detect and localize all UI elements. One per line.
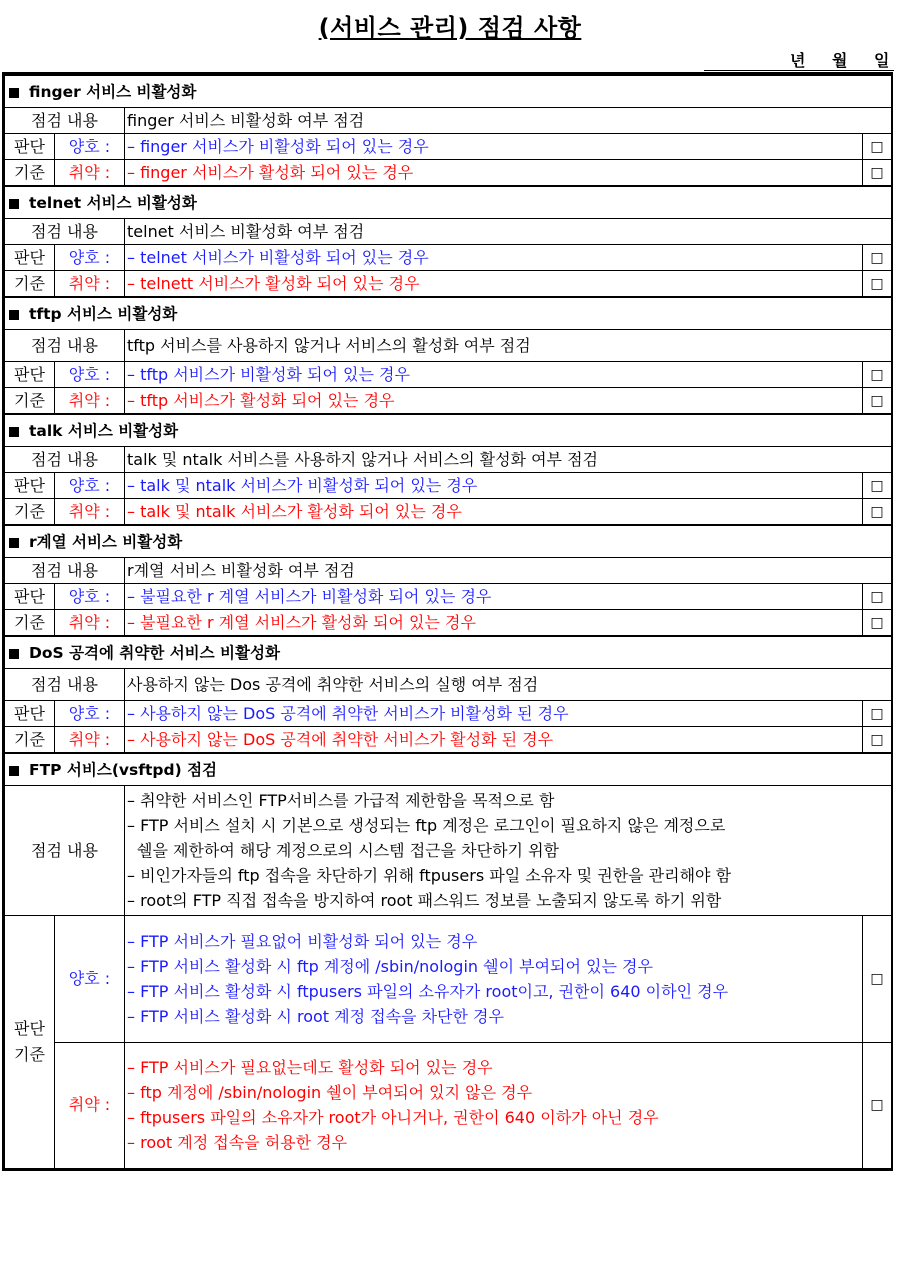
- good-text: – talk 및 ntalk 서비스가 비활성화 되어 있는 경우: [125, 473, 863, 499]
- checklist-sheet: [2, 72, 893, 1171]
- weak-line: – ftp 계정에 /sbin/nologin 쉘이 부여되어 있지 않은 경우: [127, 1083, 533, 1103]
- content-row: [5, 219, 892, 245]
- content-text: [125, 786, 892, 916]
- weak-line: – FTP 서비스가 필요없는데도 활성화 되어 있는 경우: [127, 1058, 493, 1078]
- weak-label: 취약 :: [55, 727, 125, 754]
- content-label: 점검 내용: [5, 669, 125, 701]
- content-label: 점검 내용: [5, 330, 125, 362]
- weak-text: – tftp 서비스가 활성화 되어 있는 경우: [125, 388, 863, 415]
- content-text: finger 서비스 비활성화 여부 점검: [125, 108, 892, 134]
- content-line: – root의 FTP 직접 접속을 방지하여 root 패스워드 정보를 노출되지 않도록 하기 위함: [127, 891, 722, 910]
- good-checkbox[interactable]: □: [863, 701, 892, 727]
- good-row: [5, 134, 892, 160]
- bullet-square-icon: [9, 538, 19, 548]
- good-row: [5, 916, 892, 1043]
- content-row: [5, 330, 892, 362]
- good-checkbox[interactable]: □: [863, 134, 892, 160]
- section-title: finger 서비스 비활성화: [29, 82, 197, 101]
- weak-checkbox[interactable]: □: [863, 499, 892, 526]
- criteria-label-top: 판단: [14, 1019, 45, 1038]
- weak-checkbox[interactable]: □: [863, 610, 892, 637]
- criteria-label-bottom: 기준: [5, 610, 55, 637]
- section-header: [5, 414, 892, 447]
- section-header: [5, 297, 892, 330]
- section-title: r계열 서비스 비활성화: [29, 532, 183, 551]
- good-checkbox[interactable]: □: [863, 362, 892, 388]
- weak-line: – ftpusers 파일의 소유자가 root가 아니거나, 권한이 640 이하가 아닌 경우: [127, 1108, 659, 1128]
- weak-label: 취약 :: [55, 1042, 125, 1169]
- content-label: 점검 내용: [5, 786, 125, 916]
- weak-row: [5, 1042, 892, 1169]
- good-line: – FTP 서비스 활성화 시 ftpusers 파일의 소유자가 root이고, 권한이 640 이하인 경우: [127, 981, 729, 1001]
- weak-label: 취약 :: [55, 610, 125, 637]
- content-line: – 비인가자들의 ftp 접속을 차단하기 위해 ftpusers 파일 소유자 및 권한을 관리해야 함: [127, 866, 732, 885]
- weak-text: – finger 서비스가 활성화 되어 있는 경우: [125, 160, 863, 187]
- good-label: 양호 :: [55, 362, 125, 388]
- section-title: tftp 서비스 비활성화: [29, 304, 178, 323]
- weak-label: 취약 :: [55, 388, 125, 415]
- good-text: – 사용하지 않는 DoS 공격에 취약한 서비스가 비활성화 된 경우: [125, 701, 863, 727]
- good-checkbox[interactable]: □: [863, 473, 892, 499]
- weak-row: [5, 271, 892, 298]
- good-row: [5, 584, 892, 610]
- content-text: 사용하지 않는 Dos 공격에 취약한 서비스의 실행 여부 점검: [125, 669, 892, 701]
- bullet-square-icon: [9, 427, 19, 437]
- section-header: [5, 186, 892, 219]
- weak-row: [5, 727, 892, 754]
- good-text: [125, 916, 863, 1043]
- content-line: 쉘을 제한하여 해당 계정으로의 시스템 접근을 차단하기 위함: [137, 841, 560, 860]
- section-title: talk 서비스 비활성화: [29, 421, 179, 440]
- good-checkbox[interactable]: □: [863, 584, 892, 610]
- weak-row: [5, 160, 892, 187]
- weak-text: [125, 1042, 863, 1169]
- content-row: [5, 669, 892, 701]
- weak-checkbox[interactable]: □: [863, 271, 892, 298]
- criteria-label-bottom: 기준: [5, 160, 55, 187]
- good-line: – FTP 서비스가 필요없어 비활성화 되어 있는 경우: [127, 931, 478, 951]
- section-title: FTP 서비스(vsftpd) 점검: [29, 760, 218, 779]
- section-title: telnet 서비스 비활성화: [29, 193, 197, 212]
- date-day-label: 일: [874, 51, 890, 70]
- good-label: 양호 :: [55, 916, 125, 1043]
- date-year-label: 년: [790, 51, 806, 70]
- good-label: 양호 :: [55, 473, 125, 499]
- good-row: [5, 362, 892, 388]
- date-field: [704, 48, 894, 71]
- content-text: talk 및 ntalk 서비스를 사용하지 않거나 서비스의 활성화 여부 점검: [125, 447, 892, 473]
- content-label: 점검 내용: [5, 558, 125, 584]
- weak-checkbox[interactable]: □: [863, 727, 892, 754]
- page-title: (서비스 관리) 점검 사항: [318, 14, 582, 42]
- content-label: 점검 내용: [5, 219, 125, 245]
- section-header: [5, 753, 892, 786]
- weak-row: [5, 388, 892, 415]
- criteria-label: [5, 916, 55, 1169]
- good-checkbox[interactable]: □: [863, 916, 892, 1043]
- ftp-section: [5, 753, 892, 1169]
- checklist-table: [4, 74, 892, 1169]
- content-row: [5, 558, 892, 584]
- good-text: – 불필요한 r 계열 서비스가 비활성화 되어 있는 경우: [125, 584, 863, 610]
- criteria-label-top: 판단: [5, 473, 55, 499]
- good-label: 양호 :: [55, 134, 125, 160]
- criteria-label-top: 판단: [5, 134, 55, 160]
- weak-row: [5, 610, 892, 637]
- content-row: [5, 447, 892, 473]
- section-header: [5, 75, 892, 108]
- section-header: [5, 636, 892, 669]
- content-label: 점검 내용: [5, 108, 125, 134]
- criteria-label-top: 판단: [5, 701, 55, 727]
- weak-row: [5, 499, 892, 526]
- good-row: [5, 245, 892, 271]
- weak-text: – 사용하지 않는 DoS 공격에 취약한 서비스가 활성화 된 경우: [125, 727, 863, 754]
- weak-label: 취약 :: [55, 499, 125, 526]
- content-line: – 취약한 서비스인 FTP서비스를 가급적 제한함을 목적으로 함: [127, 791, 555, 810]
- content-text: r계열 서비스 비활성화 여부 점검: [125, 558, 892, 584]
- good-label: 양호 :: [55, 584, 125, 610]
- criteria-label-top: 판단: [5, 584, 55, 610]
- section-header: [5, 525, 892, 558]
- content-row: [5, 108, 892, 134]
- good-label: 양호 :: [55, 701, 125, 727]
- weak-text: – talk 및 ntalk 서비스가 활성화 되어 있는 경우: [125, 499, 863, 526]
- criteria-label-top: 판단: [5, 362, 55, 388]
- content-text: telnet 서비스 비활성화 여부 점검: [125, 219, 892, 245]
- weak-checkbox[interactable]: □: [863, 388, 892, 415]
- content-row: [5, 786, 892, 916]
- weak-checkbox[interactable]: □: [863, 1042, 892, 1169]
- date-month-label: 월: [832, 51, 848, 70]
- content-line: – FTP 서비스 설치 시 기본으로 생성되는 ftp 계정은 로그인이 필요하지 않은 계정으로: [127, 816, 726, 835]
- bullet-square-icon: [9, 310, 19, 320]
- weak-line: – root 계정 접속을 허용한 경우: [127, 1133, 348, 1153]
- weak-text: – 불필요한 r 계열 서비스가 활성화 되어 있는 경우: [125, 610, 863, 637]
- criteria-label-bottom: 기준: [5, 727, 55, 754]
- good-row: [5, 473, 892, 499]
- good-text: – telnet 서비스가 비활성화 되어 있는 경우: [125, 245, 863, 271]
- good-row: [5, 701, 892, 727]
- content-text: tftp 서비스를 사용하지 않거나 서비스의 활성화 여부 점검: [125, 330, 892, 362]
- good-text: – tftp 서비스가 비활성화 되어 있는 경우: [125, 362, 863, 388]
- good-label: 양호 :: [55, 245, 125, 271]
- bullet-square-icon: [9, 649, 19, 659]
- weak-label: 취약 :: [55, 271, 125, 298]
- content-label: 점검 내용: [5, 447, 125, 473]
- good-checkbox[interactable]: □: [863, 245, 892, 271]
- criteria-label-bottom: 기준: [5, 271, 55, 298]
- criteria-label-top: 판단: [5, 245, 55, 271]
- criteria-label-bottom: 기준: [5, 388, 55, 415]
- weak-text: – telnett 서비스가 활성화 되어 있는 경우: [125, 271, 863, 298]
- bullet-square-icon: [9, 199, 19, 209]
- bullet-square-icon: [9, 766, 19, 776]
- weak-checkbox[interactable]: □: [863, 160, 892, 187]
- good-text: – finger 서비스가 비활성화 되어 있는 경우: [125, 134, 863, 160]
- good-line: – FTP 서비스 활성화 시 root 계정 접속을 차단한 경우: [127, 1006, 504, 1026]
- bullet-square-icon: [9, 88, 19, 98]
- section-title: DoS 공격에 취약한 서비스 비활성화: [29, 643, 280, 662]
- criteria-label-bottom: 기준: [5, 499, 55, 526]
- good-line: – FTP 서비스 활성화 시 ftp 계정에 /sbin/nologin 쉘이 부여되어 있는 경우: [127, 956, 653, 976]
- weak-label: 취약 :: [55, 160, 125, 187]
- criteria-label-bottom: 기준: [14, 1045, 45, 1064]
